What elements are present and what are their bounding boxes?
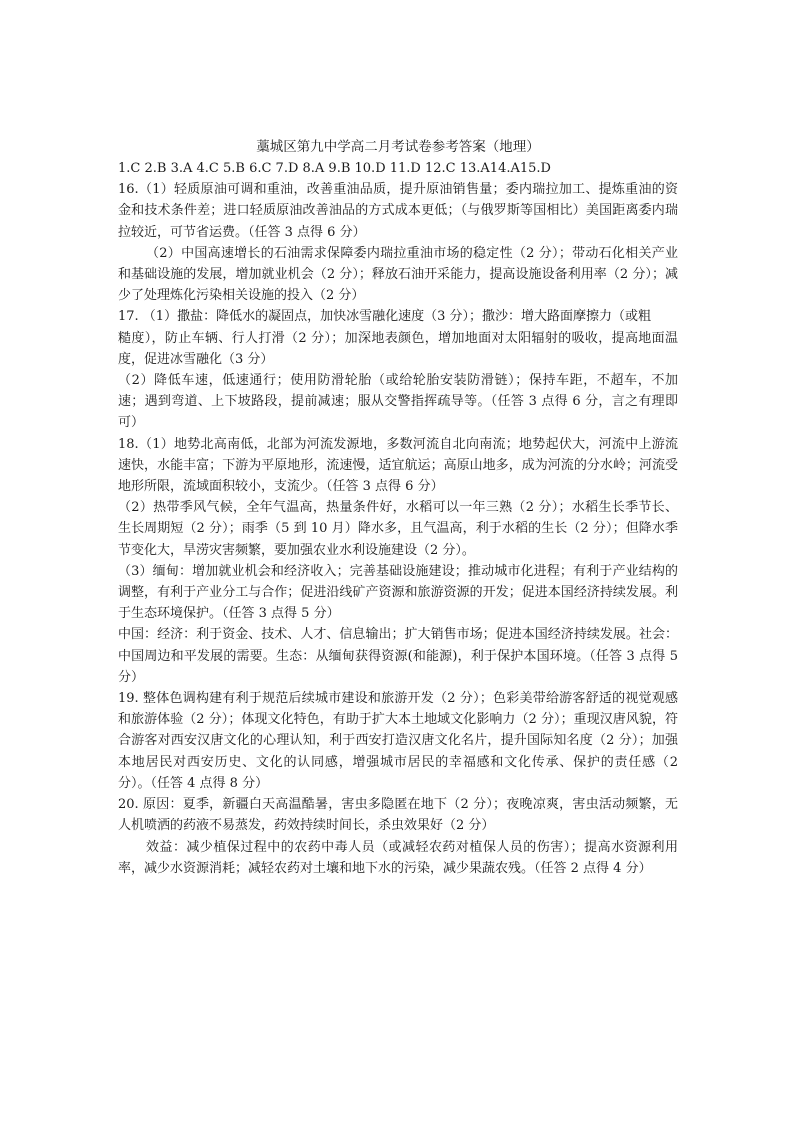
q19-answer: 19. 整体色调构建有利于规范后续城市建设和旅游开发（2 分）；色彩美带给游客舒适的视觉观感和旅游体验（2 分）；体现文化特色，有助于扩大本土地域文化影响力（2 分）；重现汉唐风貌，符合游客对西安汉唐文化的心理认知，利于西安打造汉唐文化名片，提升国际知名度（2 分）；加强本地居民对西安历史、文化的认同感，增强城市居民的幸福感和文化传承、保护的责任感（2 分）。（任答 4 点得 8 分） <box>118 691 683 791</box>
choice-answers: 1.C 2.B 3.A 4.C 5.B 6.C 7.D 8.A 9.B 10.D 11.D 12.C 13.A14.A15.D <box>118 161 551 176</box>
q18-part3-myanmar: （3）缅甸：增加就业机会和经济收入；完善基础设施建设；推动城市化进程；有利于产业结构的调整，有利于产业分工与合作；促进沿线矿产资源和旅游资源的开发；促进本国经济持续发展。利于生态环境保护。（任答 3 点得 5 分） <box>118 563 678 622</box>
q18-part1: 18.（1）地势北高南低，北部为河流发源地，多数河流自北向南流；地势起伏大，河流中上游流速快，水能丰富；下游为平原地形，流速慢，适宜航运；高原山地多，成为河流的分水岭；河流受地形所限，流域面积较小，支流少。（任答 3 点得 6 分） <box>118 436 678 495</box>
q17-part2: （2）降低车速，低速通行；使用防滑轮胎（或给轮胎安装防滑链）；保持车距，不超车，不加速；遇到弯道、上下坡路段，提前减速；服从交警指挥疏导等。（任答 3 点得 6 分，言之有理即可） <box>118 373 678 431</box>
q18-part3-china: 中国：经济：利于资金、技术、人才、信息输出；扩大销售市场；促进本国经济持续发展。社会：中国周边和平发展的需要。生态：从缅甸获得资源(和能源)，利于保护本国环境。（任答 3 点得 5 分） <box>118 627 683 685</box>
q20-benefit: 效益：减少植保过程中的农药中毒人员（或减轻农药对植保人员的伤害）；提高水资源利用率，减少水资源消耗；减轻农药对土壤和地下水的污染，减少果蔬农残。（任答 2 点得 4 分） <box>118 839 678 876</box>
document-title: 藁城区第九中学高二月考试卷参考答案（地理） <box>256 139 540 155</box>
q18-part2: （2）热带季风气候，全年气温高，热量条件好，水稻可以一年三熟（2 分）；水稻生长季节长、生长周期短（2 分）；雨季（5 到 10 月）降水多，且气温高，利于水稻的生长（2 分）；但降水季节变化大，旱涝灾害频繁，要加强农业水利设施建设（2 分）。 <box>118 500 678 558</box>
q16-part1: 16.（1）轻质原油可调和重油，改善重油品质，提升原油销售量；委内瑞拉加工、提炼重油的资金和技术条件差；进口轻质原油改善油品的方式成本更低；（与俄罗斯等国相比）美国距离委内瑞拉较近，可节省运费。（任答 3 点得 6 分） <box>118 182 678 240</box>
q20-reason: 20. 原因：夏季，新疆白天高温酷暑，害虫多隐匿在地下（2 分）；夜晚凉爽，害虫活动频繁，无人机喷洒的药液不易蒸发，药效持续时间长，杀虫效果好（2 分） <box>118 797 678 834</box>
q16-part2: （2）中国高速增长的石油需求保障委内瑞拉重油市场的稳定性（2 分）；带动石化相关产业和基础设施的发展，增加就业机会（2 分）；释放石油开采能力，提高设施设备利用率（2 分）；减少了处理炼化污染相关设施的投入（2 分） <box>118 245 678 304</box>
answer-sheet <box>118 136 683 879</box>
q17-part1-continued: 糙度），防止车辆、行人打滑（2 分）；加深地表颜色，增加地面对太阳辐射的吸收，提高地面温度，促进冰雪融化（3 分） <box>118 330 678 367</box>
q17-part1: 17. （1）撒盐：降低水的凝固点，加快冰雪融化速度（3 分）；撒沙：增大路面摩擦力（或粗 <box>118 309 651 325</box>
